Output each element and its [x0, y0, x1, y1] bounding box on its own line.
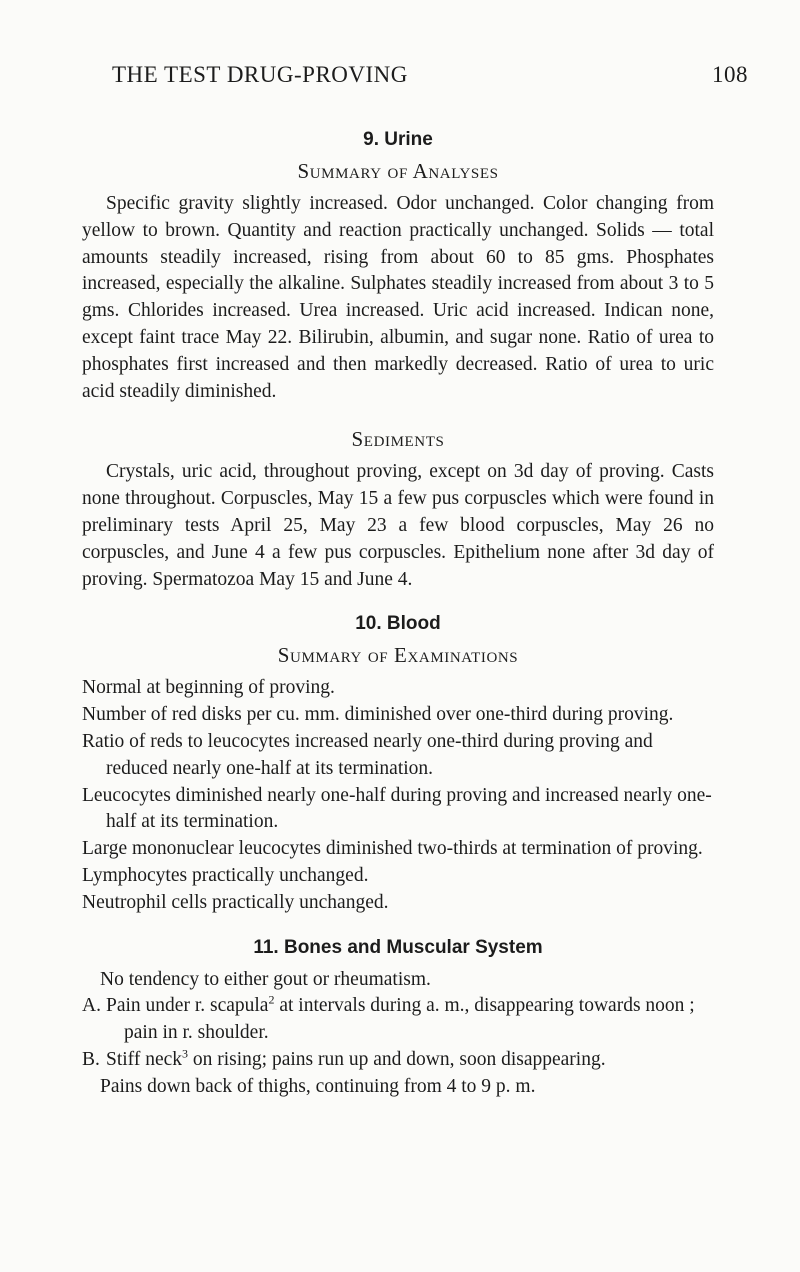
subheading-summary-of-examinations: Summary of Examinations	[277, 643, 519, 668]
bones-item-b	[82, 1047, 714, 1074]
blood-item: Leucocytes diminished nearly one-half during proving and increased nearly one-half at its termination.	[82, 784, 712, 833]
item-b-text-cont: on rising; pains run up and down, soon disappearing.	[188, 1048, 606, 1070]
footnote-ref-2: 2	[268, 992, 275, 1007]
blood-item: Ratio of reds to leucocytes increased nearly one-third during proving and reduced nearly one-half at its termination.	[82, 730, 653, 779]
item-b-label: B.	[82, 1048, 100, 1070]
page-number: 108	[712, 62, 748, 87]
blood-item: Large mononuclear leucocytes diminished two-thirds at termination of proving.	[82, 838, 703, 860]
item-a-label: A.	[82, 995, 101, 1017]
running-head	[60, 62, 748, 96]
blood-item: Neutrophil cells practically unchanged.	[82, 891, 389, 913]
blood-item: Number of red disks per cu. mm. diminished over one-third during proving.	[82, 704, 674, 726]
section-heading-blood: 10. Blood	[355, 613, 441, 635]
running-title: THE TEST DRUG-PROVING	[112, 62, 408, 87]
paragraph-urine-analyses: Specific gravity slightly increased. Odor unchanged. Color changing from yellow to brown. Quantity and reaction practically unchanged. Solids — total amounts steadily increased, rising from about 60 to 85 gms. Phosphates increased, especially the alkaline. Sulphates steadily increased from about 3 to 5 gms. Chlorides increased. Urea increased. Uric acid increased. Indican none, except faint trace May 22. Bilirubin, albumin, and sugar none. Ratio of urea to phosphates first increased and then markedly decreased. Ratio of urea to uric acid steadily diminished.	[82, 193, 714, 402]
item-a-text: Pain under r. scapula	[106, 995, 269, 1017]
section-heading-urine: 9. Urine	[363, 129, 433, 150]
paragraph-sediments: Crystals, uric acid, throughout proving, except on 3d day of proving. Casts none throughout. Corpuscles, May 15 a few pus corpuscles which were found in preliminary tests April 25, May 23 a few blood corpuscles, May 26 no corpuscles, and June 4 a few pus corpuscles. Epithelium none after 3d day of proving. Spermatozoa May 15 and June 4.	[82, 461, 714, 590]
bones-intro: No tendency to either gout or rheumatism.	[100, 968, 431, 990]
subheading-summary-of-analyses: Summary of Analyses	[297, 159, 499, 183]
section-heading-bones-muscular: 11. Bones and Muscular System	[253, 936, 543, 958]
item-a-text-cont: at intervals during a. m., disappearing towards noon ; pain in r. shoulder.	[124, 995, 695, 1044]
bones-item-a	[82, 993, 714, 1047]
bones-item-c: Pains down back of thighs, continuing from 4 to 9 p. m.	[100, 1075, 536, 1097]
blood-item: Normal at beginning of proving.	[82, 677, 335, 699]
subheading-sediments: Sediments	[351, 427, 445, 452]
page-content	[82, 127, 714, 1101]
footnote-ref-3: 3	[182, 1046, 189, 1061]
blood-item: Lymphocytes practically unchanged.	[82, 864, 369, 886]
item-b-text: Stiff neck	[106, 1048, 183, 1070]
